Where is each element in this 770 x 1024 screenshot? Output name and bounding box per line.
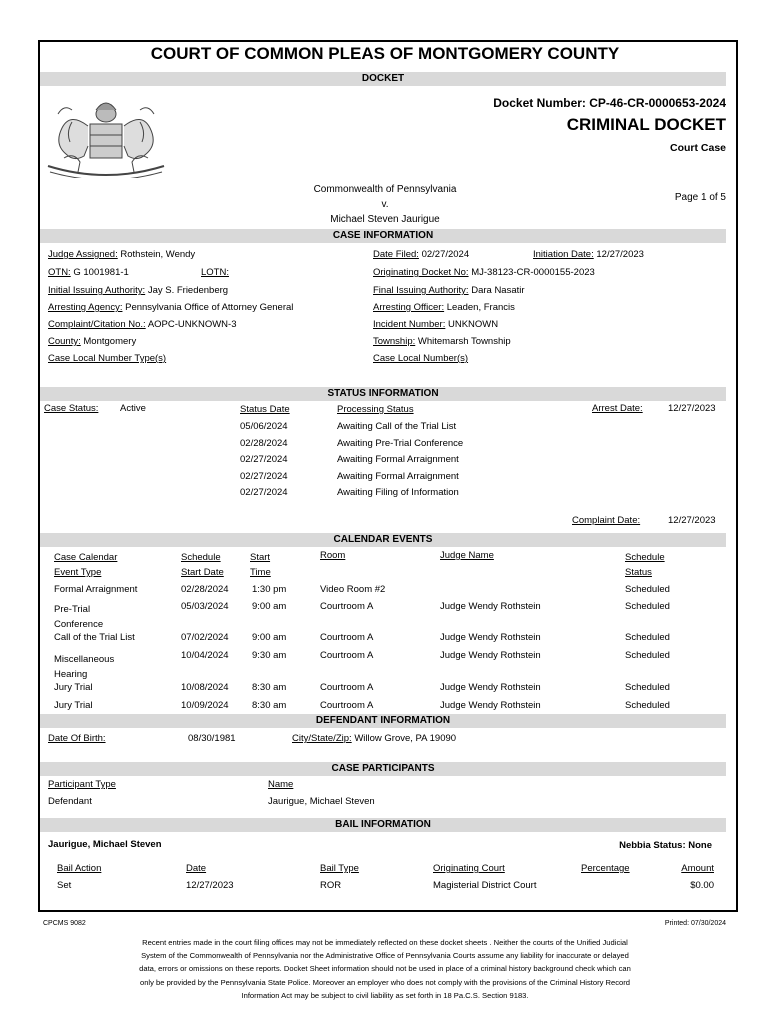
bail-col-action: Bail Action [57,863,102,874]
bail-col-court: Originating Court [433,863,505,874]
status-dates-list [240,419,288,502]
initiation-date-label: Initiation Date: [533,249,594,260]
calendar-row-room: Courtroom A [320,700,374,711]
county-label: County: [48,336,81,347]
calendar-col-status [625,550,665,580]
participant-type-header: Participant Type [48,779,116,790]
calendar-row-status: Scheduled [625,682,670,693]
status-information-header: STATUS INFORMATION [40,387,726,401]
calendar-row-time: 9:00 am [252,632,287,643]
case-status-label: Case Status: [44,403,99,414]
otn-value: G 1001981-1 [73,267,129,278]
arresting-agency-label: Arresting Agency: [48,302,123,313]
case-local-number-label: Case Local Number(s) [373,353,469,364]
initiation-date-value: 12/27/2023 [596,249,644,260]
calendar-row-judge: Judge Wendy Rothstein [440,682,541,693]
complaint-date-label: Complaint Date: [572,515,641,526]
calendar-row-time: 8:30 am [252,700,287,711]
caption-versus: v. [381,199,389,210]
docket-type: CRIMINAL DOCKET [566,115,726,134]
case-information-header: CASE INFORMATION [40,229,726,243]
status-row-status: Awaiting Formal Arraignment [337,470,459,482]
lotn-label: LOTN: [201,267,229,278]
city-state-zip-label: City/State/Zip: [292,733,352,744]
case-local-number-type-label: Case Local Number Type(s) [48,353,167,364]
bail-person: Jaurigue, Michael Steven [48,839,162,850]
calendar-col-time-line1: Start [250,552,271,563]
calendar-col-time [250,550,271,580]
calendar-col-event-line1: Case Calendar [54,552,118,563]
dob-label: Date Of Birth: [48,733,106,744]
court-title: COURT OF COMMON PLEAS OF MONTGOMERY COUNTY [150,44,620,63]
incident-number-label: Incident Number: [373,319,446,330]
status-row-date: 05/06/2024 [240,421,288,432]
judge-value: Rothstein, Wendy [120,249,196,260]
incident-number-value: UNKNOWN [447,319,499,330]
participant-name-header: Name [268,779,294,790]
complaint-date-value: 12/27/2023 [668,515,716,526]
pennsylvania-seal-icon [44,92,168,178]
participant-name-value: Jaurigue, Michael Steven [268,796,375,807]
status-row-status: Awaiting Formal Arraignment [337,454,459,465]
otn-label: OTN: [48,267,71,278]
calendar-row-event: Jury Trial [54,682,93,693]
calendar-col-status-line1: Schedule [625,552,665,563]
case-participants-header: CASE PARTICIPANTS [40,762,726,776]
calendar-row-date: 05/03/2024 [181,601,229,612]
bail-col-percentage: Percentage [581,863,630,874]
dob-value: 08/30/1981 [188,733,236,744]
status-row-date: 02/27/2024 [240,487,288,498]
final-issuing-authority-label: Final Issuing Authority: [373,285,469,296]
page-indicator: Page 1 of 5 [674,192,726,203]
calendar-row-event-line2: Hearing [54,669,88,680]
calendar-row-date: 10/04/2024 [181,650,229,661]
calendar-row-judge: Judge Wendy Rothstein [440,700,541,711]
calendar-row-date: 02/28/2024 [181,584,229,595]
bail-row-action: Set [57,880,72,891]
processing-status-list [337,419,463,502]
calendar-row-room: Courtroom A [320,601,374,612]
status-row-status: Awaiting Call of the Trial List [337,421,457,432]
case-category: Court Case [669,142,726,154]
status-row-status: Awaiting Pre-Trial Conference [337,437,464,449]
bail-row-type: ROR [320,880,342,891]
calendar-row-event-line1: Pre-Trial [54,604,91,615]
disclaimer-line: data, errors or omissions on these reports. Docket Sheet information should not be used in place of a criminal history background check which can [139,964,631,974]
disclaimer-line: System of the Commonwealth of Pennsylvania nor the Administrative Office of Pennsylvania Courts assume any liability for inaccurate or delayed [141,951,629,961]
bail-row-amount: $0.00 [690,880,714,891]
calendar-row-status: Scheduled [625,700,670,711]
disclaimer-line: Recent entries made in the court filing offices may not be immediately reflected on these docket sheets . Neither the courts of the Unified Judicial [142,938,628,947]
arrest-date-label: Arrest Date: [592,403,643,414]
status-row-date: 02/27/2024 [240,454,288,465]
calendar-row-room: Courtroom A [320,682,374,693]
township-label: Township: [373,336,416,347]
disclaimer-line: only be provided by the Pennsylvania State Police. Moreover an employer who does not comply with the provisions of the Criminal History Record [139,977,631,987]
nebbia-status: Nebbia Status: None [619,840,712,851]
case-status-value: Active [120,403,146,414]
complaint-citation-value: AOPC-UNKNOWN-3 [147,319,237,330]
calendar-col-date [181,550,224,580]
calendar-col-date-line1: Schedule [181,552,221,563]
processing-status-header: Processing Status [337,404,414,415]
complaint-citation-label: Complaint/Citation No.: [48,319,146,330]
calendar-row-date: 07/02/2024 [181,632,229,643]
calendar-row-room: Video Room #2 [320,584,386,595]
participant-type-value: Defendant [48,796,92,807]
bail-col-date: Date [186,863,207,874]
calendar-row-time: 1:30 pm [252,584,287,595]
docket-number: Docket Number: CP-46-CR-0000653-2024 [493,96,726,110]
calendar-row-time: 8:30 am [252,682,287,693]
calendar-col-event-line2: Event Type [54,567,102,578]
bail-col-type: Bail Type [320,863,359,874]
disclaimer-line: Information Act may be subject to civil liability as set forth in 18 Pa.C.S. Section 9183. [241,990,529,1000]
city-state-zip-value: Willow Grove, PA 19090 [354,733,457,744]
calendar-row-date: 10/08/2024 [181,682,229,693]
form-id: CPCMS 9082 [43,920,86,927]
originating-docket-value: MJ-38123-CR-0000155-2023 [471,267,595,278]
calendar-row-event: Call of the Trial List [54,632,135,643]
calendar-row-status: Scheduled [625,650,670,661]
caption-defendant: Michael Steven Jaurigue [330,214,440,225]
calendar-row-event [54,652,114,682]
calendar-col-status-line2: Status [625,567,652,578]
date-filed-label: Date Filed: [373,249,419,260]
status-row-date: 02/27/2024 [240,470,288,482]
bail-information-header: BAIL INFORMATION [40,818,726,832]
calendar-row-room: Courtroom A [320,650,374,661]
township-value: Whitemarsh Township [417,336,511,347]
arresting-agency-value: Pennsylvania Office of Attorney General [125,302,294,313]
originating-docket-label: Originating Docket No: [373,267,469,278]
arrest-date-value: 12/27/2023 [668,403,716,414]
caption-plaintiff: Commonwealth of Pennsylvania [313,184,457,195]
county-value: Montgomery [83,336,137,347]
calendar-row-time: 9:00 am [252,601,287,612]
initial-issuing-authority-label: Initial Issuing Authority: [48,285,146,296]
calendar-row-date: 10/09/2024 [181,700,229,711]
disclaimer [40,936,730,1002]
bail-row-date: 12/27/2023 [186,880,234,891]
bail-row-court: Magisterial District Court [433,880,537,891]
calendar-row-status: Scheduled [625,632,670,643]
judge-label: Judge Assigned: [48,249,118,260]
calendar-row-judge: Judge Wendy Rothstein [440,632,541,643]
calendar-row-room: Courtroom A [320,632,374,643]
calendar-col-event [54,550,117,580]
calendar-row-event-line1: Miscellaneous [54,654,115,665]
calendar-row-event: Formal Arraignment [54,584,138,595]
calendar-row-event: Jury Trial [54,700,93,711]
arresting-officer-value: Leaden, Francis [446,302,515,313]
docket-bar: DOCKET [40,72,726,86]
calendar-col-room: Room [320,550,346,561]
calendar-row-judge: Judge Wendy Rothstein [440,650,541,661]
status-date-header: Status Date [240,404,290,415]
calendar-row-time: 9:30 am [252,650,287,661]
calendar-col-judge: Judge Name [440,550,494,561]
date-filed-value: 02/27/2024 [421,249,470,260]
calendar-row-event-line2: Conference [54,619,104,630]
final-issuing-authority-value: Dara Nasatir [471,285,525,296]
calendar-col-time-line2: Time [250,567,271,578]
arresting-officer-label: Arresting Officer: [373,302,445,313]
calendar-col-date-line2: Start Date [181,567,224,578]
calendar-row-event [54,602,103,632]
status-row-status: Awaiting Filing of Information [337,487,459,498]
bail-col-amount: Amount [681,863,714,874]
case-caption [40,182,730,227]
defendant-information-header: DEFENDANT INFORMATION [40,714,726,728]
initial-issuing-authority-value: Jay S. Friedenberg [147,285,229,296]
calendar-events-header: CALENDAR EVENTS [40,533,726,547]
printed-date: Printed: 07/30/2024 [664,920,726,927]
calendar-row-status: Scheduled [625,584,670,595]
calendar-row-judge: Judge Wendy Rothstein [440,601,541,612]
status-row-date: 02/28/2024 [240,437,288,449]
calendar-row-status: Scheduled [625,601,670,612]
